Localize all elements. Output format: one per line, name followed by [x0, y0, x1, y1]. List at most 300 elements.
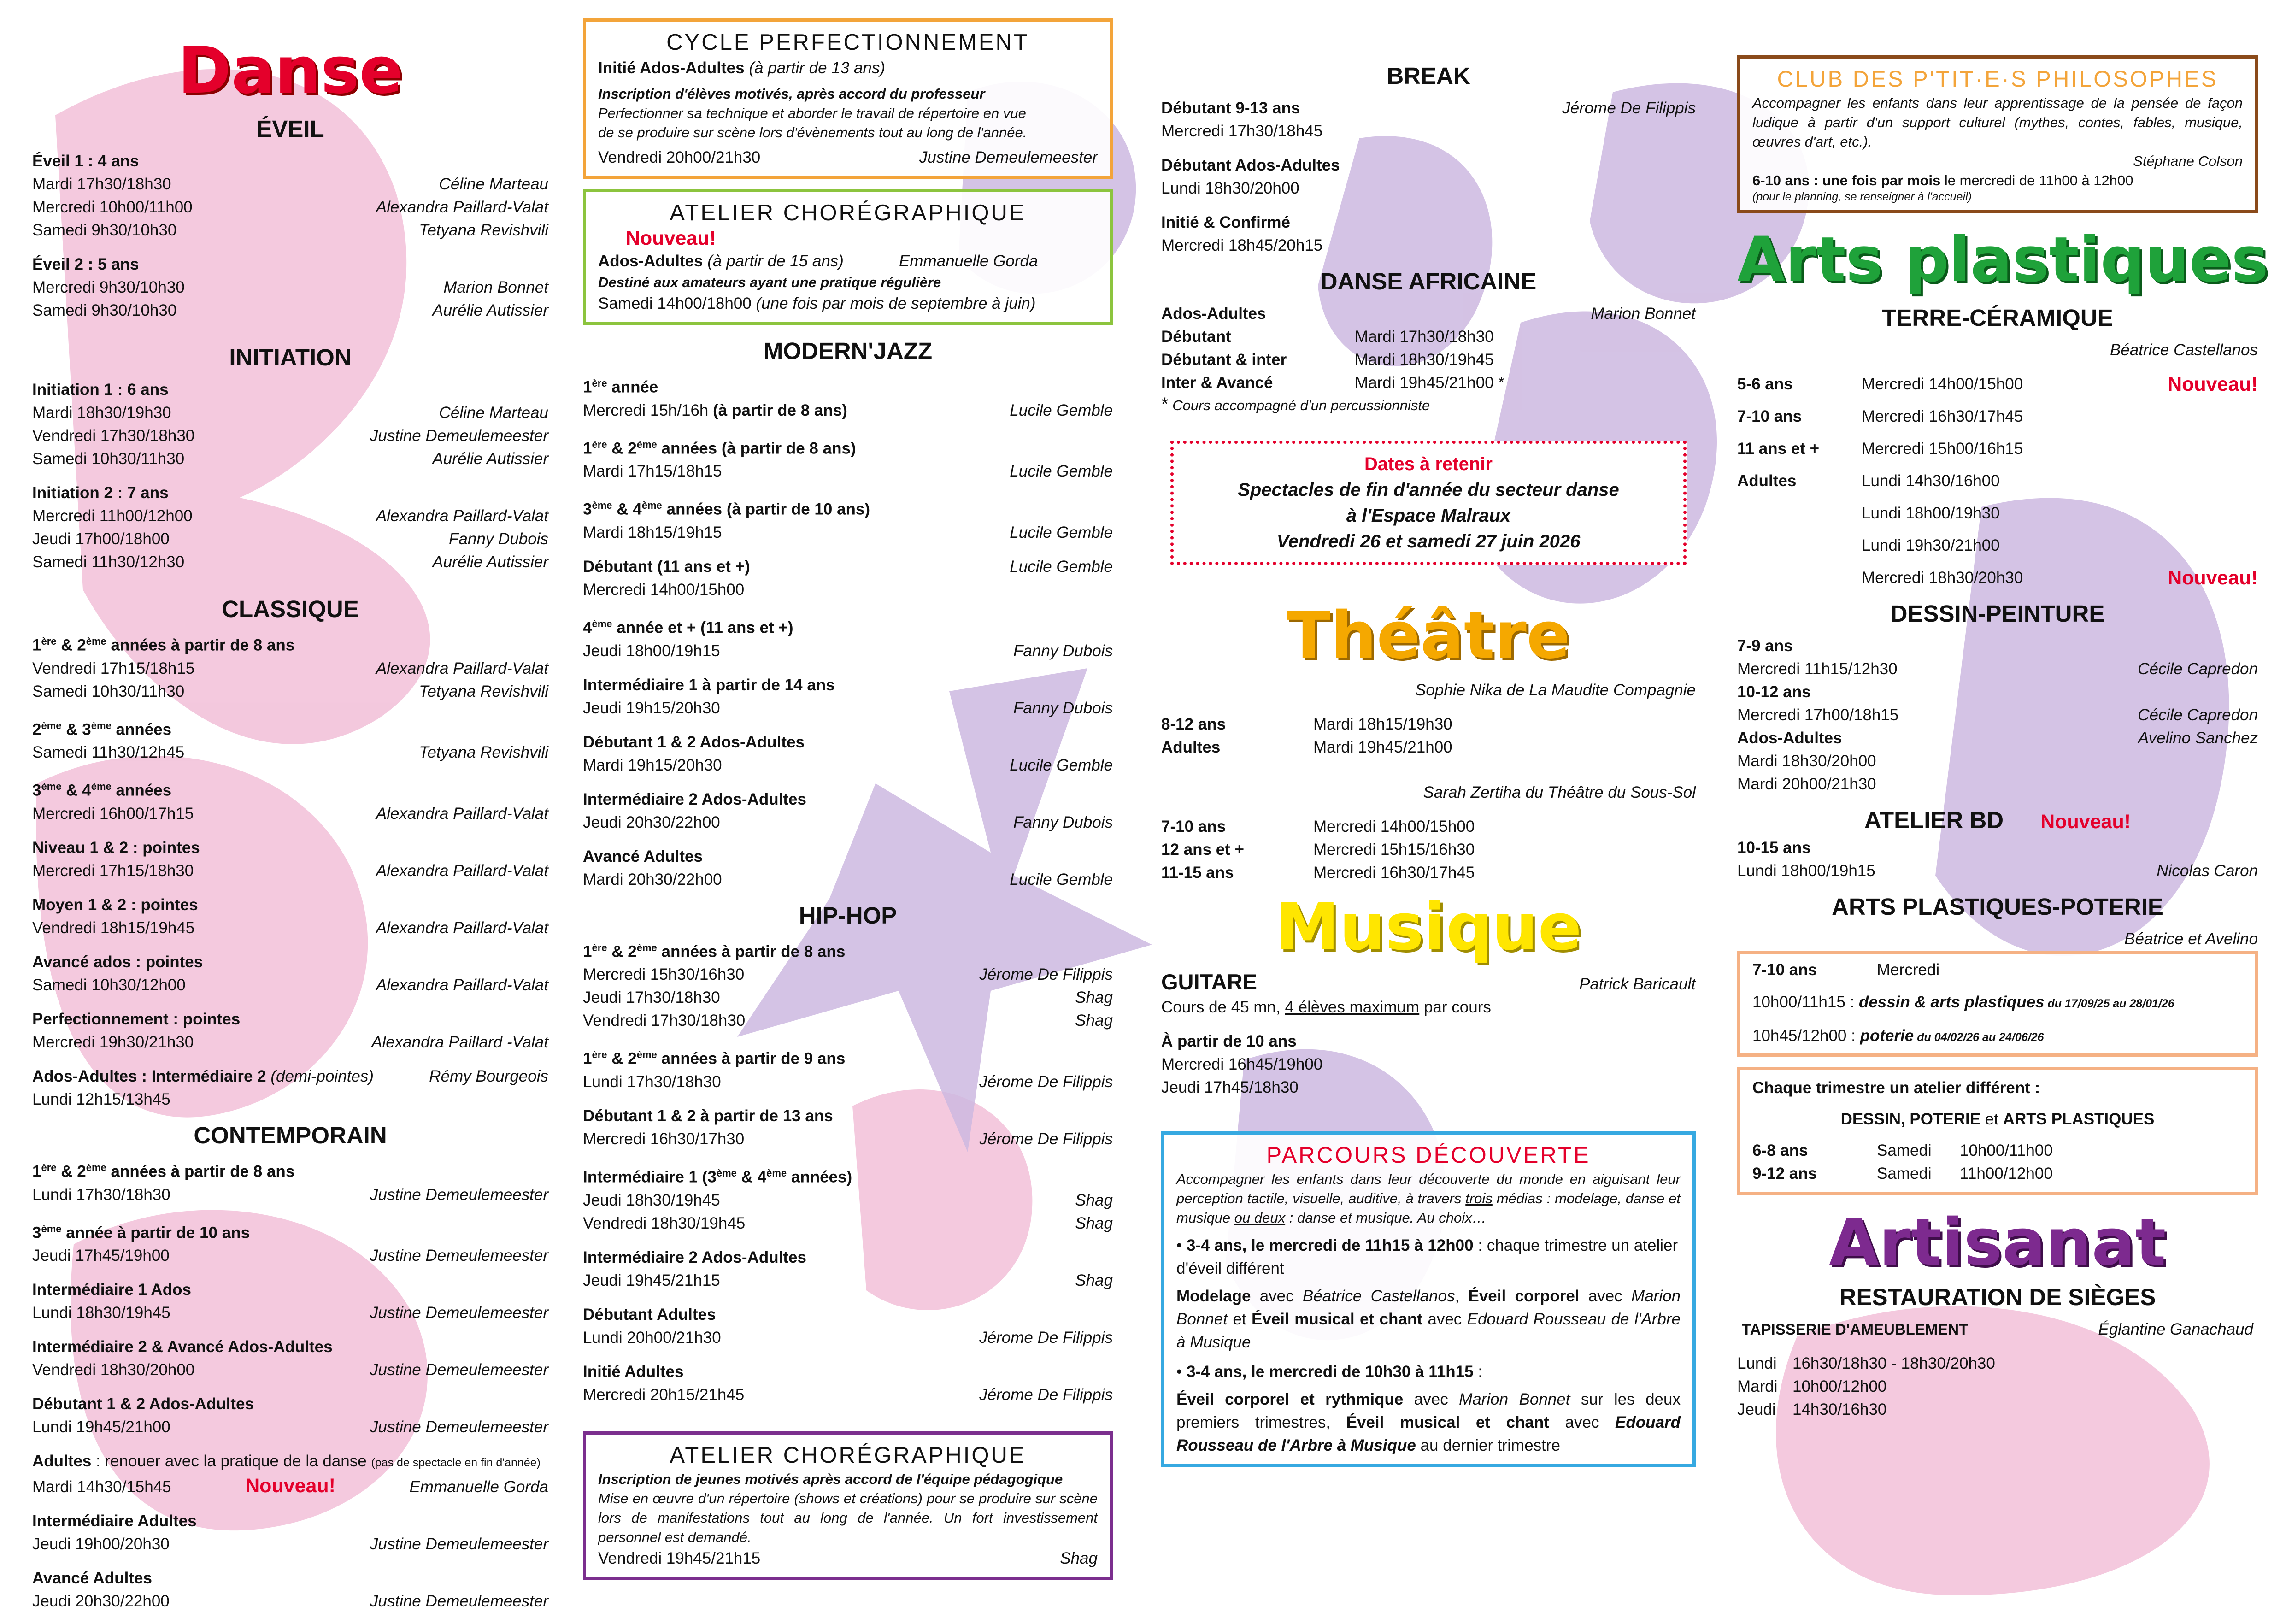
- theatre-teacher-2-text: Sarah Zertiha du Théâtre du Sous-Sol: [1423, 783, 1696, 801]
- schedule-row: [583, 1212, 1113, 1235]
- trimestre-row: [1752, 1162, 2243, 1185]
- atelier2-time: Vendredi 19h45/21h15: [598, 1549, 761, 1567]
- age-time-row: [1161, 815, 1696, 838]
- contemporain-adultes-row: [32, 1474, 548, 1499]
- dessin-row: [1737, 704, 2258, 727]
- group-label: Intermédiaire 1 (3ème & 4ème années): [583, 1167, 852, 1186]
- dessin-teacher: Cécile Capredon: [2138, 706, 2258, 724]
- modern-label-row: [583, 674, 1113, 697]
- group-label: Débutant 1 & 2 à partir de 13 ans: [583, 1106, 833, 1125]
- bd-label: 10-15 ans: [1737, 838, 1811, 857]
- group-spacer: [32, 1439, 548, 1450]
- group-spacer: [583, 483, 1113, 494]
- break-time: Lundi 18h30/20h00: [1161, 179, 1299, 197]
- africaine-note-text: Cours accompagné d'un percussionniste: [1168, 397, 1430, 413]
- atelier-choregraphique-box-2: [583, 1431, 1113, 1580]
- break-label: Débutant Ados-Adultes: [1161, 156, 1340, 174]
- schedule-row: [32, 974, 548, 997]
- break-teacher: Jérome De Filippis: [1562, 99, 1696, 117]
- cycle-time: Vendredi 20h00/21h30: [598, 148, 761, 166]
- guitare-cours-u: 4 élèves maximum: [1285, 998, 1420, 1016]
- club-philosophes-box: [1737, 55, 2258, 213]
- modern-label: Débutant 1 & 2 Ados-Adultes: [583, 733, 805, 751]
- schedule-row: [583, 963, 1113, 986]
- schedule-row: [583, 521, 1113, 544]
- schedule-time: Lundi 17h30/18h30: [583, 1072, 721, 1091]
- schedule-row: [583, 1383, 1113, 1406]
- break-heading: BREAK: [1387, 63, 1470, 89]
- guitare-cours: [1161, 996, 1696, 1019]
- group-label: Avancé Adultes: [32, 1569, 152, 1588]
- teacher-name: Marion Bonnet: [443, 278, 548, 296]
- group-spacer: [583, 720, 1113, 731]
- artisanat-day: Mardi: [1737, 1377, 1778, 1395]
- schedule-row: [32, 505, 548, 528]
- parcours-bullet-1: • 3-4 ans, le mercredi de 11h15 à 12h00 : chaque trimestre un atelier d'éveil différent: [1176, 1236, 1678, 1277]
- schedule-time: Jeudi 17h00/18h00: [32, 530, 170, 548]
- schedule-time: Vendredi 18h30/19h45: [583, 1214, 746, 1232]
- age-label: Adultes: [1161, 738, 1221, 756]
- break-label: Initié & Confirmé: [1161, 213, 1291, 231]
- group-spacer: [583, 1235, 1113, 1246]
- schedule-row: [32, 424, 548, 447]
- teacher-name: Tetyana Revishvili: [419, 682, 548, 700]
- ordinal-suffix: ème: [766, 1167, 787, 1179]
- theatre-teacher-1-text: Sophie Nika de La Maudite Compagnie: [1415, 681, 1696, 699]
- danse-title: Danse: [177, 33, 403, 108]
- poterie-teacher: Béatrice et Avelino: [2124, 930, 2258, 948]
- dates-line-1: Spectacles de fin d'année du secteur danse: [1238, 480, 1619, 500]
- schedule-time: Vendredi 18h15/19h45: [32, 918, 195, 937]
- schedule-time: Jeudi 19h00/20h30: [32, 1535, 170, 1553]
- ordinal-suffix: ème: [592, 618, 612, 630]
- cycle-sub-note: (à partir de 13 ans): [749, 59, 886, 77]
- atelier1-time-note: (une fois par mois de septembre à juin): [756, 294, 1036, 312]
- hiphop-list: [583, 936, 1113, 1418]
- teacher-name: Lucile Gemble: [1010, 870, 1113, 888]
- terre-age: [1737, 566, 1862, 589]
- africaine-time: Mardi 18h30/19h45: [1355, 351, 1494, 369]
- schedule-row: [32, 401, 548, 424]
- schedule-row: [32, 447, 548, 471]
- atelier1-new-badge: Nouveau!: [626, 227, 716, 249]
- terre-time: Mercredi 14h00/15h00: [1862, 375, 2023, 393]
- ordinal-suffix: ère: [592, 941, 607, 953]
- group-label: Moyen 1 & 2 : pointes: [32, 895, 198, 914]
- trimestre-day: Samedi: [1877, 1141, 1932, 1159]
- dessin-row: [1737, 658, 2258, 681]
- schedule-time: Mercredi 15h30/16h30: [583, 965, 745, 984]
- modern-label-row: [583, 494, 1113, 521]
- ordinal-suffix: ère: [592, 1049, 607, 1061]
- teacher-name: Lucile Gemble: [1010, 557, 1113, 576]
- parcours-bullet-2-detail: Éveil corporel et rythmique avec Marion Bonnet sur les deux premiers trimestres, Éveil musical et chant avec Edouard Rousseau de l'Arbre à Musique au dernier trimestre: [1176, 1390, 1681, 1454]
- hiphop-heading: HIP-HOP: [799, 902, 897, 929]
- africaine-heading: DANSE AFRICAINE: [1320, 268, 1537, 294]
- atelier2-teacher: Shag: [1060, 1549, 1098, 1567]
- atelier2-desc: Mise en œuvre d'un répertoire (shows et créations) pour se produire sur scène lors de manifestations tout au long de l'année. Un fort investissement personnel est demandé.: [598, 1490, 1098, 1545]
- ordinal-suffix: ère: [592, 377, 607, 389]
- atelier1-sub: Ados-Adultes: [598, 252, 703, 270]
- group-spacer: [32, 1556, 548, 1567]
- teacher-name: Fanny Dubois: [1013, 699, 1113, 717]
- group-label: 1ère & 2ème années à partir de 8 ans: [32, 635, 295, 654]
- schedule-time: Lundi 20h00/21h30: [583, 1328, 721, 1347]
- contemporain-adultes-teacher: Emmanuelle Gorda: [409, 1478, 548, 1496]
- trimestre-time: 11h00/12h00: [1960, 1164, 2053, 1183]
- group-spacer: [32, 997, 548, 1008]
- teacher-name: Lucile Gemble: [1010, 462, 1113, 481]
- teacher-name: Céline Marteau: [439, 175, 548, 193]
- schedule-time: Vendredi 17h30/18h30: [583, 1012, 746, 1030]
- poterie-age: 7-10 ans: [1752, 960, 1817, 979]
- schedule-time: Samedi 9h30/10h30: [32, 301, 177, 319]
- poterie-line-1: 10h00/11h15 : dessin & arts plastiques du 17/09/25 au 28/01/26: [1752, 993, 2174, 1011]
- schedule-row: [32, 657, 548, 680]
- trimestre-day: Samedi: [1877, 1164, 1932, 1183]
- schedule-row: [32, 1533, 548, 1556]
- age-time: Mardi 18h15/19h30: [1313, 715, 1452, 733]
- trimestre-age: 6-8 ans: [1752, 1141, 1808, 1159]
- trimestre-time: 10h00/11h00: [1960, 1141, 2053, 1159]
- teacher-name: Justine Demeulemeester: [370, 1361, 548, 1379]
- schedule-time: Mercredi 20h15/21h45: [583, 1385, 745, 1404]
- dessin-teacher: Cécile Capredon: [2138, 659, 2258, 678]
- group-spacer: [583, 1406, 1113, 1418]
- africaine-row: [1161, 325, 1696, 348]
- modern-label-row: [583, 731, 1113, 754]
- poterie-day: Mercredi: [1877, 960, 1940, 979]
- group-label: Avancé ados : pointes: [32, 953, 203, 971]
- schedule-time: Vendredi 17h15/18h15: [32, 659, 195, 677]
- schedule-row: [583, 1071, 1113, 1094]
- guitare-heading: GUITARE: [1161, 970, 1258, 994]
- ordinal-suffix: ème: [716, 1167, 737, 1179]
- teacher-name: Jérome De Filippis: [979, 965, 1113, 984]
- group-spacer: [32, 940, 548, 951]
- group-spacer: [32, 825, 548, 836]
- artisanat-time: 14h30/16h30: [1792, 1400, 1887, 1418]
- group-label: Initiation 2 : 7 ans: [32, 484, 169, 502]
- terre-time: Mercredi 18h30/20h30: [1862, 568, 2023, 587]
- terre-new-badge: Nouveau!: [2168, 566, 2258, 589]
- ordinal-suffix: ème: [636, 1049, 657, 1061]
- group-label: Initiation 1 : 6 ans: [32, 381, 169, 399]
- schedule-time-wrap: [583, 460, 722, 483]
- artisanat-row: [1737, 1375, 2258, 1398]
- theatre-title: Théâtre: [1287, 598, 1570, 673]
- artisanat-heading: RESTAURATION DE SIÈGES: [1839, 1283, 2156, 1310]
- schedule-time: Mardi 18h30/19h30: [32, 404, 171, 422]
- terre-time: Mercredi 16h30/17h45: [1862, 407, 2023, 425]
- schedule-row: [32, 173, 548, 196]
- group-label: 2ème & 3ème années: [32, 719, 172, 739]
- teacher-name: Shag: [1075, 1191, 1113, 1209]
- artisanat-sub: TAPISSERIE D'AMEUBLEMENT: [1742, 1320, 1969, 1338]
- schedule-time: Jeudi 20h30/22h00: [32, 1592, 170, 1611]
- teacher-name: Justine Demeulemeester: [370, 427, 548, 445]
- teacher-name: Fanny Dubois: [449, 530, 548, 548]
- schedule-time: Jeudi 17h30/18h30: [583, 989, 720, 1007]
- schedule-time: Mercredi 17h15/18h30: [32, 861, 194, 880]
- atelier1-destine: Destiné aux amateurs ayant une pratique régulière: [598, 274, 941, 290]
- poterie-heading: ARTS PLASTIQUES-POTERIE: [1832, 893, 2163, 920]
- guitare-time-2: Jeudi 17h45/18h30: [1161, 1078, 1299, 1096]
- schedule-row: [583, 986, 1113, 1009]
- age-time: Mercredi 15h15/16h30: [1313, 841, 1475, 859]
- teacher-name: Justine Demeulemeester: [370, 1592, 548, 1611]
- musique-title: Musique: [1275, 890, 1582, 965]
- group-spacer: [583, 601, 1113, 612]
- break-time: Mercredi 18h45/20h15: [1161, 236, 1323, 254]
- schedule-time: Vendredi 18h30/20h00: [32, 1361, 195, 1379]
- dates-box: [1170, 441, 1687, 565]
- modern-label: 4ème année et + (11 ans et +): [583, 618, 793, 637]
- arts-plastiques-title: Arts plastiques: [1737, 224, 2268, 296]
- terre-new-badge: Nouveau!: [2168, 373, 2258, 395]
- schedule-time: Samedi 9h30/10h30: [32, 221, 177, 239]
- terre-new-badge: [2168, 470, 2258, 493]
- schedule-time: Mercredi 14h00/15h00: [583, 580, 745, 599]
- schedule-time: Jeudi 18h00/19h15: [583, 641, 720, 660]
- contemporain-adultes-note: (pas de spectacle en fin d'année): [371, 1456, 541, 1470]
- group-label: Éveil 2 : 5 ans: [32, 255, 139, 273]
- contemporain-adultes-line: [32, 1450, 548, 1474]
- trimestre-row: [1752, 1139, 2243, 1162]
- contemporain-adultes-new-badge: Nouveau!: [245, 1475, 335, 1497]
- classique-heading: CLASSIQUE: [222, 596, 359, 622]
- contemporain-adultes-label: Adultes: [32, 1452, 92, 1471]
- cycle-heading: CYCLE PERFECTIONNEMENT: [666, 30, 1029, 55]
- schedule-row: [32, 1244, 548, 1267]
- poterie-box: [1737, 951, 2258, 1057]
- schedule-time: Jeudi 17h45/19h00: [32, 1247, 170, 1265]
- dessin-heading: DESSIN-PEINTURE: [1890, 600, 2105, 627]
- group-spacer: [32, 1613, 548, 1624]
- group-label: 1ère & 2ème années à partir de 8 ans: [583, 941, 846, 961]
- schedule-time: Mardi 17h15/18h15: [583, 462, 722, 481]
- teacher-name: Shag: [1075, 1271, 1113, 1289]
- schedule-row: [32, 1301, 548, 1324]
- ordinal-suffix: ème: [636, 438, 657, 450]
- schedule-row: [32, 219, 548, 242]
- group-label: Perfectionnement : pointes: [32, 1010, 241, 1028]
- age-label: 7-10 ans: [1161, 818, 1226, 836]
- schedule-time: Lundi 17h30/18h30: [32, 1185, 170, 1204]
- eveil-list: [32, 150, 548, 333]
- schedule-time: Mardi 19h15/20h30: [583, 756, 722, 774]
- age-time-row: [1161, 736, 1696, 759]
- schedule-time-wrap: [583, 399, 847, 422]
- break-label-row: [1161, 97, 1696, 120]
- teacher-name: Aurélie Autissier: [432, 450, 548, 468]
- cycle-inscription: Inscription d'élèves motivés, après accord du professeur: [598, 86, 985, 102]
- schedule-time-wrap: [583, 521, 722, 544]
- teacher-name: Justine Demeulemeester: [370, 1535, 548, 1553]
- guitare-age: À partir de 10 ans: [1161, 1032, 1297, 1050]
- age-time: Mercredi 14h00/15h00: [1313, 818, 1475, 836]
- trimestre-title: Chaque trimestre un atelier différent :: [1752, 1078, 2040, 1097]
- atelier1-time: Samedi 14h00/18h00: [598, 294, 752, 312]
- terre-age: 5-6 ans: [1737, 375, 1793, 393]
- teacher-name: Justine Demeulemeester: [370, 1185, 548, 1204]
- teacher-name: Shag: [1075, 1214, 1113, 1232]
- theatre-list-2: [1161, 815, 1696, 884]
- modern-label: 1ère & 2ème années (à partir de 8 ans): [583, 438, 856, 458]
- group-spacer: [583, 1292, 1113, 1303]
- dessin-time: Mercredi 17h00/18h15: [1737, 706, 1899, 724]
- ordinal-suffix: ème: [636, 941, 657, 953]
- ordinal-suffix: ème: [41, 781, 62, 793]
- teacher-name: Aurélie Autissier: [432, 553, 548, 571]
- club-heading: CLUB DES P'TIT·E·S PHILOSOPHES: [1777, 67, 2218, 92]
- atelier1-sub-note: (à partir de 15 ans): [707, 252, 844, 270]
- teacher-name: Shag: [1075, 1012, 1113, 1030]
- schedule-time-wrap: [583, 754, 722, 777]
- group-label: Intermédiaire 2 Ados-Adultes: [583, 1248, 806, 1266]
- parcours-heading: PARCOURS DÉCOUVERTE: [1266, 1143, 1591, 1168]
- teacher-name: Jérome De Filippis: [979, 1130, 1113, 1148]
- terre-heading: TERRE-CÉRAMIQUE: [1882, 304, 2113, 331]
- terre-age: [1737, 534, 1862, 557]
- schedule-time-note: (à partir de 8 ans): [713, 401, 847, 419]
- guitare-cours-b: par cours: [1419, 998, 1491, 1016]
- group-label: Intermédiaire 2 & Avancé Ados-Adultes: [32, 1338, 333, 1356]
- cycle-teacher: Justine Demeulemeester: [919, 148, 1098, 166]
- modern-label-row: [583, 555, 1113, 578]
- africaine-time: Mardi 17h30/18h30: [1355, 328, 1494, 346]
- teacher-name: Jérome De Filippis: [979, 1072, 1113, 1091]
- bd-time: Lundi 18h00/19h15: [1737, 861, 1875, 880]
- group-label: Niveau 1 & 2 : pointes: [32, 838, 200, 857]
- ordinal-suffix: ème: [91, 719, 112, 731]
- artisanat-day: Lundi: [1737, 1354, 1777, 1372]
- schedule-time: Samedi 10h30/12h00: [32, 976, 186, 994]
- terre-new-badge: [2168, 405, 2258, 428]
- group-spacer: [32, 242, 548, 253]
- schedule-row: [583, 1128, 1113, 1151]
- schedule-time: Mardi 17h30/18h30: [32, 175, 171, 193]
- schedule-time: Mercredi 15h/16h: [583, 401, 709, 419]
- schedule-row: [583, 578, 1113, 601]
- teacher-name: Lucile Gemble: [1010, 523, 1113, 541]
- theatre-list-1: [1161, 713, 1696, 759]
- modern-label: Débutant (11 ans et +): [583, 557, 750, 576]
- schedule-time: Mercredi 16h00/17h15: [32, 804, 194, 823]
- schedule-row: [583, 460, 1113, 483]
- artisanat-row: [1737, 1352, 2258, 1375]
- group-spacer: [32, 883, 548, 894]
- artisanat-day: Jeudi: [1737, 1400, 1776, 1418]
- group-label: 1ère & 2ème années à partir de 8 ans: [32, 1161, 295, 1181]
- group-label: Intermédiaire 1 Ados: [32, 1281, 191, 1299]
- group-spacer: [583, 1094, 1113, 1105]
- contemporain-adultes-time: Mardi 14h30/15h45: [32, 1478, 171, 1496]
- africaine-level: Débutant & inter: [1161, 351, 1287, 369]
- guitare-teacher: Patrick Baricault: [1579, 975, 1696, 993]
- teacher-name: Lucile Gemble: [1010, 756, 1113, 774]
- teacher-name: Fanny Dubois: [1013, 813, 1113, 831]
- initiation-list: [32, 378, 548, 585]
- terre-new-badge: [2168, 534, 2258, 557]
- theatre-teacher-1: [1161, 679, 1696, 702]
- theatre-teacher-2: [1161, 781, 1696, 804]
- age-time: Mercredi 16h30/17h45: [1313, 864, 1475, 882]
- modern-jazz-heading: MODERN'JAZZ: [763, 338, 933, 364]
- schedule-time: Mercredi 16h30/17h30: [583, 1130, 745, 1148]
- ordinal-suffix: ème: [41, 719, 62, 731]
- teacher-name: Justine Demeulemeester: [370, 1304, 548, 1322]
- terre-new-badge: [2168, 502, 2258, 525]
- group-spacer: [32, 574, 548, 585]
- group-spacer: [32, 703, 548, 714]
- africaine-note: [1161, 394, 1696, 415]
- schedule-time: Vendredi 17h30/18h30: [32, 427, 195, 445]
- break-time: Mercredi 17h30/18h45: [1161, 122, 1323, 140]
- schedule-row: [32, 276, 548, 299]
- schedule-row: [32, 1416, 548, 1439]
- ordinal-suffix: ère: [41, 635, 57, 647]
- teacher-name: Tetyana Revishvili: [419, 221, 548, 239]
- break-list: [1161, 97, 1696, 257]
- club-teacher: Stéphane Colson: [2133, 153, 2243, 169]
- modern-label-row: [583, 372, 1113, 399]
- terre-age: [1737, 502, 1862, 525]
- contemporain-heading: CONTEMPORAIN: [194, 1122, 387, 1148]
- schedule-row: [32, 1031, 548, 1054]
- teacher-name: Alexandra Paillard-Valat: [376, 861, 548, 880]
- contemporain-list: [32, 1156, 548, 1450]
- teacher-name: Aurélie Autissier: [432, 301, 548, 319]
- schedule-row: [32, 859, 548, 883]
- africaine-note-star: *: [1161, 394, 1169, 414]
- terre-age: 7-10 ans: [1737, 407, 1802, 425]
- group-label: Initié Adultes: [583, 1362, 684, 1381]
- schedule-row: [583, 868, 1113, 891]
- schedule-row: [32, 680, 548, 703]
- schedule-time: Samedi 11h30/12h30: [32, 553, 185, 571]
- schedule-time: Mercredi 11h00/12h00: [32, 507, 193, 525]
- dessin-label: 7-9 ans: [1737, 636, 1793, 655]
- club-when: 6-10 ans : une fois par mois le mercredi de 11h00 à 12h00: [1752, 172, 2133, 188]
- schedule-row: [32, 802, 548, 825]
- group-spacer: [583, 422, 1113, 433]
- teacher-name: Jérome De Filippis: [979, 1328, 1113, 1347]
- terre-age: 11 ans et +: [1737, 439, 1820, 458]
- terre-list: [1737, 373, 2258, 589]
- artisanat-time: 10h00/12h00: [1792, 1377, 1887, 1395]
- poterie-line-2: 10h45/12h00 : poterie du 04/02/26 au 24/06/26: [1752, 1026, 2044, 1045]
- column-3: [1161, 18, 1696, 1477]
- teacher-name: Tetyana Revishvili: [419, 743, 548, 762]
- dates-line-2: à l'Espace Malraux: [1346, 506, 1511, 526]
- schedule-row: [32, 1590, 548, 1613]
- artisanat-title: Artisanat: [1829, 1205, 2166, 1280]
- schedule-row: [32, 551, 548, 574]
- group-spacer: [32, 1324, 548, 1336]
- ordinal-suffix: ème: [41, 1223, 62, 1235]
- group-spacer: [583, 663, 1113, 674]
- schedule-row: [583, 399, 1113, 422]
- dessin-ados-teacher: Avelino Sanchez: [2138, 729, 2258, 747]
- teacher-name: Justine Demeulemeester: [370, 1418, 548, 1436]
- group-label: Éveil 1 : 4 ans: [32, 152, 139, 170]
- schedule-time: Lundi 19h45/21h00: [32, 1418, 170, 1436]
- dessin-ados-label: Ados-Adultes: [1737, 729, 1842, 747]
- terre-new-badge: [2168, 437, 2258, 460]
- group-spacer: [583, 834, 1113, 845]
- modern-label-row: [583, 788, 1113, 811]
